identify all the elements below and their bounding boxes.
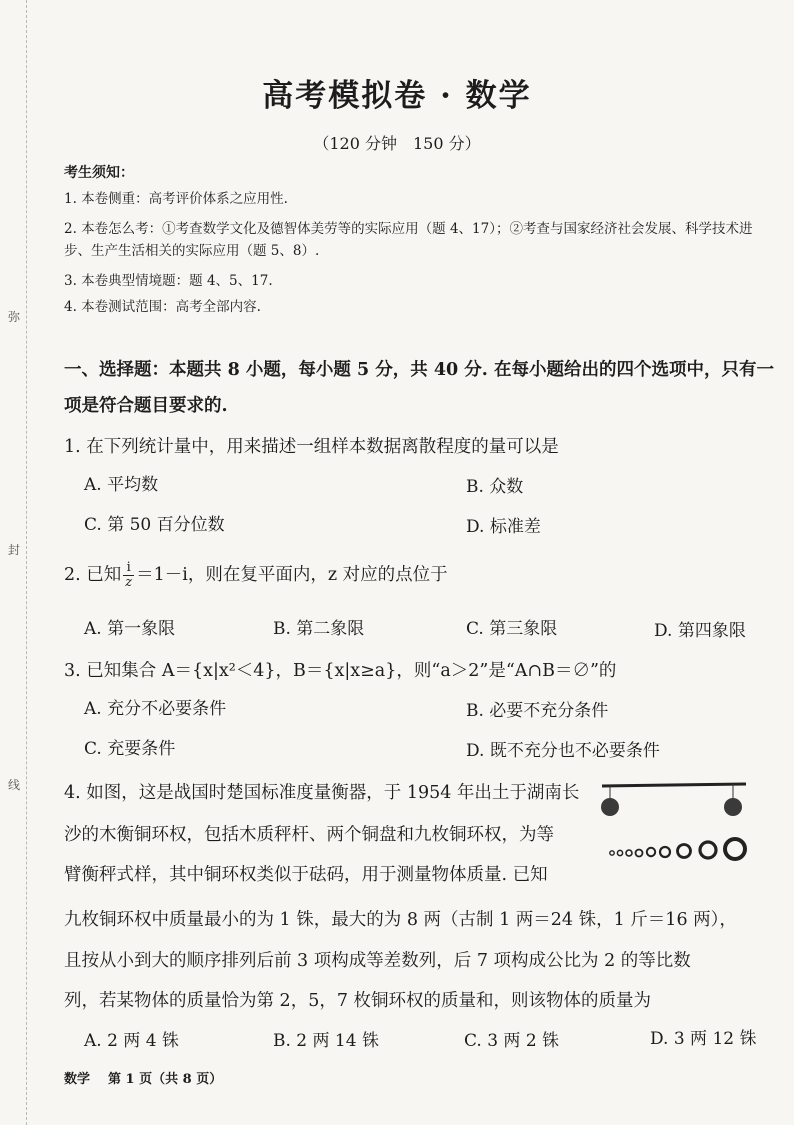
q2-fraction-numerator: i <box>123 561 134 576</box>
q2-prefix: 2. 已知 <box>64 565 122 585</box>
footer-subject: 数学 <box>64 1072 91 1087</box>
question-1-stem: 1. 在下列统计量中，用来描述一组样本数据离散程度的量可以是 <box>64 437 559 457</box>
binding-label-sealed: 封 <box>8 543 21 557</box>
q2-option-c: C. 第三象限 <box>466 619 558 639</box>
q1-option-a: A. 平均数 <box>84 475 159 495</box>
q2-option-b: B. 第二象限 <box>273 619 365 639</box>
binding-label-line: 线 <box>8 778 21 792</box>
section-heading: 一、选择题：本题共 8 小题，每小题 5 分，共 40 分. 在每小题给出的四个选项中，只有一项是符合题目要求的. <box>64 360 774 416</box>
page-footer <box>64 1068 240 1087</box>
notice-item: 4. 本卷测试范围：高考全部内容. <box>64 299 261 315</box>
q3-option-d: D. 既不充分也不必要条件 <box>466 741 660 761</box>
q2-fraction <box>123 561 134 590</box>
page-title: 高考模拟卷 · 数学 <box>262 78 532 114</box>
q1-option-c: C. 第 50 百分位数 <box>84 515 225 535</box>
q2-fraction-denominator: z <box>125 575 133 590</box>
q4-option-b: B. 2 两 14 铢 <box>273 1031 379 1051</box>
notice-item: 1. 本卷侧重：高考评价体系之应用性. <box>64 191 288 207</box>
q2-option-a: A. 第一象限 <box>84 619 176 639</box>
q2-suffix: ＝1－i，则在复平面内，z 对应的点位于 <box>136 565 448 585</box>
exam-duration-score: （120 分钟 150 分） <box>313 134 481 153</box>
q4-option-c: C. 3 两 2 铢 <box>464 1031 560 1051</box>
balance-scale-illustration <box>600 780 750 862</box>
question-2-stem <box>64 558 448 592</box>
binding-strip <box>0 0 27 1125</box>
q3-option-c: C. 充要条件 <box>84 739 176 759</box>
q3-option-b: B. 必要不充分条件 <box>466 701 609 721</box>
footer-page-number: 第 1 页（共 8 页） <box>108 1072 223 1087</box>
question-4-line: 且按从小到大的顺序排列后前 3 项构成等差数列，后 7 项构成公比为 2 的等比数 <box>64 951 691 971</box>
notice-item: 3. 本卷典型情境题：题 4、5、17. <box>64 273 273 289</box>
binding-label-seal: 弥 <box>8 310 21 324</box>
question-4-line: 4. 如图，这是战国时楚国标准度量衡器，于 1954 年出土于湖南长 <box>64 783 580 803</box>
notice-item: 2. 本卷怎么考：①考查数学文化及德智体美劳等的实际应用（题 4、17）；②考查与国家经济社会发展、科学技术进步、生产生活相关的实际应用（题 5、8）. <box>64 221 753 259</box>
q1-option-b: B. 众数 <box>466 477 524 497</box>
q3-option-a: A. 充分不必要条件 <box>84 699 227 719</box>
question-4-line: 臂衡秤式样，其中铜环权类似于砝码，用于测量物体质量. 已知 <box>64 865 548 885</box>
q2-option-d: D. 第四象限 <box>654 621 746 641</box>
question-4-line: 沙的木衡铜环权，包括木质秤杆、两个铜盘和九枚铜环权，为等 <box>64 825 554 845</box>
question-4-line: 九枚铜环权中质量最小的为 1 铢，最大的为 8 两（古制 1 两＝24 铢，1 斤＝16 两）， <box>64 910 737 930</box>
notice-heading: 考生须知： <box>64 165 134 181</box>
question-4-line: 列，若某物体的质量恰为第 2，5，7 枚铜环权的质量和，则该物体的质量为 <box>64 991 652 1011</box>
q4-option-a: A. 2 两 4 铢 <box>84 1031 179 1051</box>
q4-option-d: D. 3 两 12 铢 <box>650 1029 757 1049</box>
q1-option-d: D. 标准差 <box>466 517 541 537</box>
question-3-stem: 3. 已知集合 A＝{x|x²＜4}，B＝{x|x≥a}，则“a＞2”是“A∩B＝∅”的 <box>64 661 617 681</box>
